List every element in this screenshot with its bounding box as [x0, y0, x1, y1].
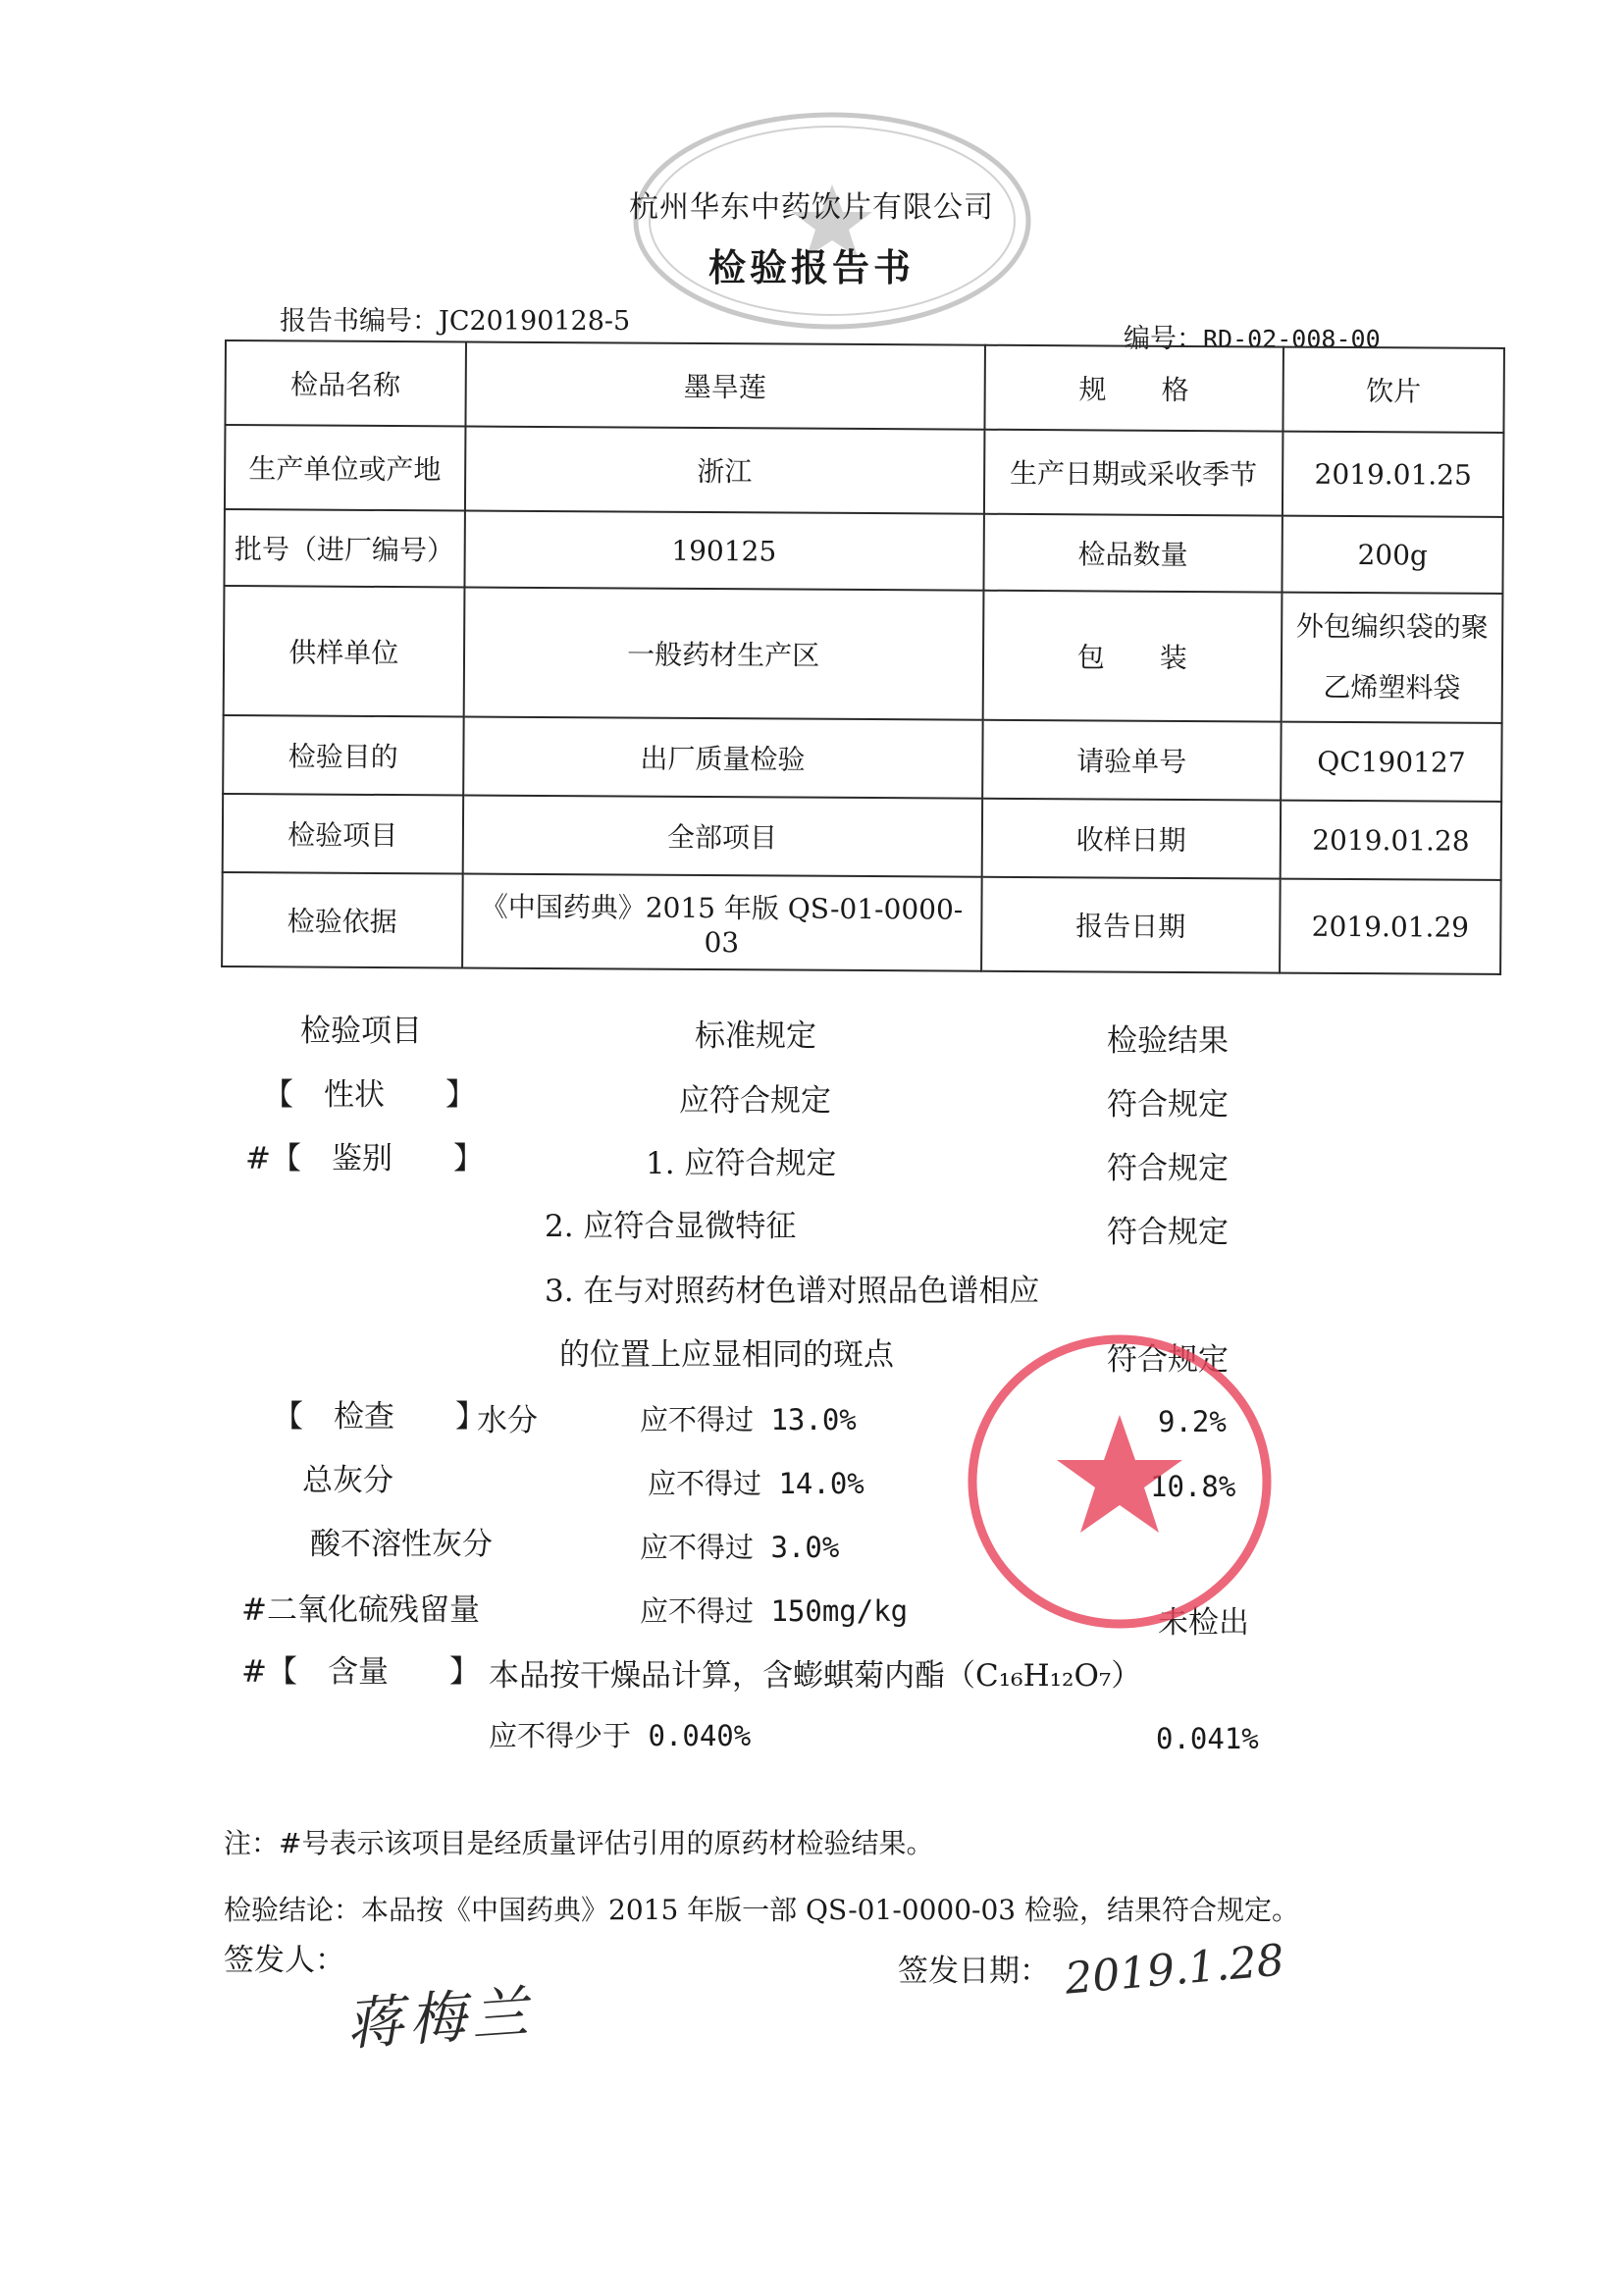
- report-number-label: 报告书编号：: [280, 306, 439, 337]
- std-jianbie-3b: 的位置上应显相同的斑点: [559, 1337, 894, 1373]
- item-jianbie: #【 鉴别 】: [245, 1141, 484, 1176]
- cell-spec-label: 规 格: [984, 345, 1283, 432]
- footnote: 注：#号表示该项目是经质量评估引用的原药材检验结果。: [224, 1827, 934, 1859]
- item-jiancha: 【 检查 】: [273, 1399, 486, 1435]
- conclusion: 检验结论：本品按《中国药典》2015 年版一部 QS-01-0000-03 检验，结果符合规定。: [224, 1894, 1300, 1926]
- cell-supplier: 一般药材生产区: [463, 587, 983, 719]
- std-water: 应不得过 13.0%: [640, 1403, 857, 1436]
- sample-info-table: [221, 339, 1505, 975]
- company-name: 杭州华东中药饮片有限公司: [629, 190, 994, 225]
- cell-prod-date: 2019.01.25: [1283, 432, 1503, 517]
- cell-items: 全部项目: [462, 795, 981, 876]
- cell-report-date: 2019.01.29: [1280, 879, 1500, 974]
- std-hanliang-b: 应不得少于 0.040%: [489, 1719, 752, 1752]
- cell-receive: 2019.01.28: [1281, 801, 1501, 880]
- cell-basis-label: 检验依据: [222, 872, 462, 967]
- cell-name-label: 检品名称: [225, 340, 465, 426]
- cell-spec: 饮片: [1283, 347, 1504, 433]
- result-hanliang: 0.041%: [1156, 1722, 1259, 1755]
- result-water: 9.2%: [1158, 1405, 1227, 1438]
- sign-date-label: 签发日期：: [898, 1954, 1050, 1989]
- report-number: [280, 299, 630, 338]
- cell-req-no-label: 请验单号: [982, 720, 1282, 801]
- table-row: [225, 340, 1504, 433]
- item-hanliang: #【 含量 】: [241, 1654, 480, 1690]
- cell-prod-date-label: 生产日期或采收季节: [984, 430, 1283, 516]
- signer-signature: 蒋梅兰: [343, 1978, 537, 2059]
- col-header-standard: 标准规定: [695, 1018, 816, 1054]
- std-jianbie-1: 1. 应符合规定: [646, 1146, 837, 1181]
- cell-qty: 200g: [1283, 516, 1503, 594]
- result-xingzhuang: 符合规定: [1107, 1087, 1229, 1122]
- item-acid-ash: 酸不溶性灰分: [310, 1527, 493, 1562]
- item-water: 水分: [477, 1403, 538, 1438]
- cell-report-date-label: 报告日期: [981, 877, 1281, 973]
- std-acid-ash: 应不得过 3.0%: [640, 1531, 840, 1564]
- table-row: [223, 715, 1501, 802]
- col-header-result: 检验结果: [1107, 1023, 1229, 1059]
- result-jianbie-1: 符合规定: [1107, 1151, 1229, 1186]
- report-number-value: JC20190128-5: [439, 306, 631, 337]
- table-row: [224, 586, 1503, 723]
- std-jianbie-2: 2. 应符合显微特征: [545, 1209, 797, 1244]
- std-hanliang-a: 本品按干燥品计算，含蟛蜞菊内酯（C₁₆H₁₂O₇）: [489, 1658, 1142, 1694]
- cell-purpose: 出厂质量检验: [463, 716, 982, 798]
- cell-batch: 190125: [464, 510, 983, 590]
- signer-label: 签发人：: [224, 1943, 345, 1978]
- table-row: [225, 425, 1504, 517]
- table-row: [224, 509, 1502, 594]
- cell-origin: 浙江: [465, 426, 985, 513]
- cell-req-no: QC190127: [1281, 722, 1501, 802]
- result-ash: 10.8%: [1150, 1470, 1236, 1503]
- std-ash: 应不得过 14.0%: [648, 1467, 864, 1500]
- cell-name: 墨旱莲: [465, 342, 985, 430]
- cell-pack: 外包编织袋的聚乙烯塑料袋: [1282, 593, 1503, 723]
- std-jianbie-3a: 3. 在与对照药材色谱对照品色谱相应: [545, 1274, 1040, 1309]
- result-jianbie-3: 符合规定: [1107, 1342, 1229, 1378]
- result-jianbie-2: 符合规定: [1107, 1215, 1229, 1250]
- sign-date-handwritten: 2019.1.28: [1063, 1935, 1286, 2005]
- col-header-item: 检验项目: [300, 1014, 422, 1049]
- cell-items-label: 检验项目: [223, 794, 463, 873]
- item-xingzhuang: 【 性状 】: [263, 1077, 476, 1113]
- cell-purpose-label: 检验目的: [223, 715, 463, 795]
- document-title: 检验报告书: [707, 245, 915, 289]
- table-row: [222, 872, 1501, 974]
- quality-seal-stamp: [958, 1325, 1282, 1639]
- cell-origin-label: 生产单位或产地: [225, 425, 465, 510]
- cell-basis: 《中国药典》2015 年版 QS-01-0000-03: [462, 873, 982, 970]
- item-ash: 总灰分: [302, 1463, 393, 1498]
- std-so2: 应不得过 150mg/kg: [640, 1594, 909, 1628]
- cell-pack-label: 包 装: [982, 591, 1282, 722]
- cell-receive-label: 收样日期: [981, 799, 1281, 879]
- cell-supplier-label: 供样单位: [224, 586, 464, 716]
- result-so2: 未检出: [1158, 1605, 1249, 1641]
- table-row: [223, 794, 1501, 880]
- std-xingzhuang: 应符合规定: [679, 1083, 831, 1119]
- cell-qty-label: 检品数量: [983, 514, 1283, 593]
- item-so2: #二氧化硫残留量: [241, 1592, 480, 1628]
- document-code-value: RD-02-008-00: [1203, 325, 1381, 353]
- cell-batch-label: 批号（进厂编号）: [224, 509, 464, 587]
- document-code-label: 编号：: [1124, 324, 1203, 354]
